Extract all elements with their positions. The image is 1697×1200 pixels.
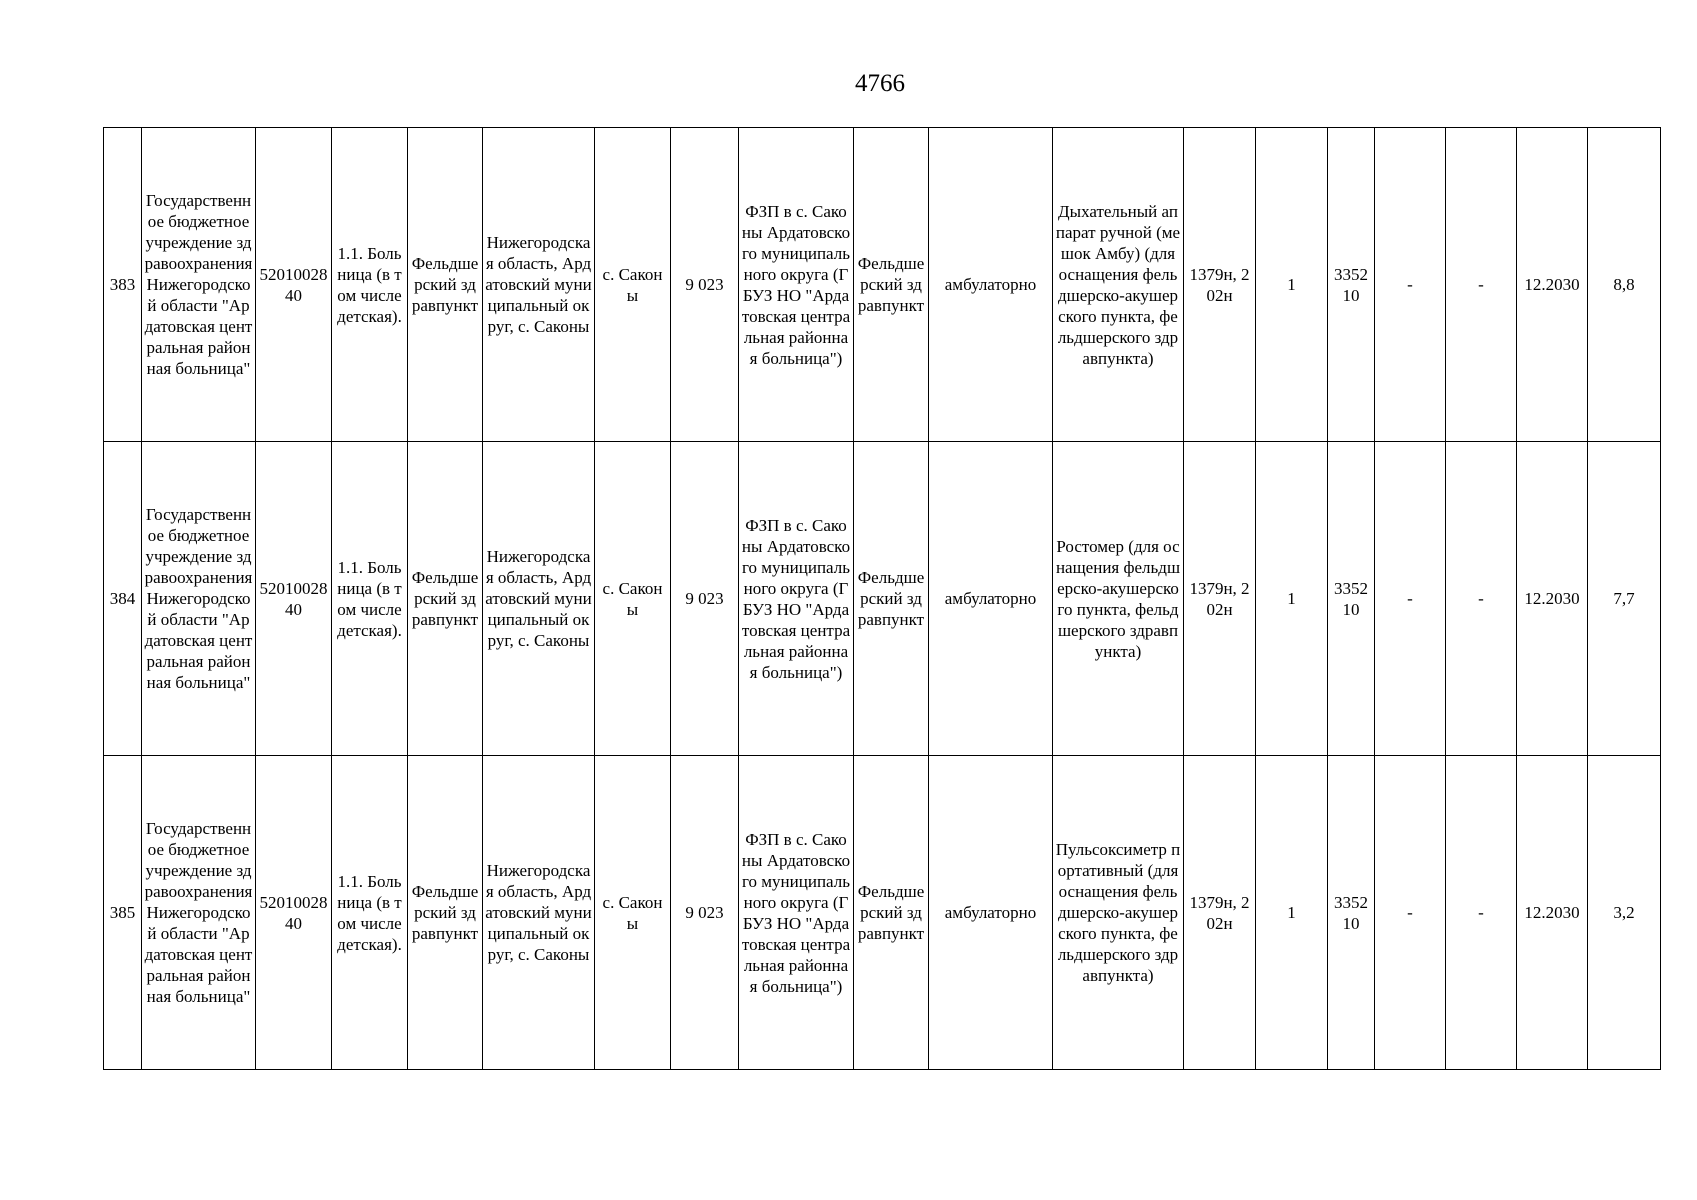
unit-type-cell: Фельдшерский здравпункт [408,442,483,756]
value-cell: 7,7 [1588,442,1661,756]
category-cell: 1.1. Больница (в том числе детская). [332,756,408,1070]
date-cell: 12.2030 [1517,128,1588,442]
unit-type-cell: Фельдшерский здравпункт [408,128,483,442]
order-cell: 1379н, 202н [1184,442,1256,756]
equipment-cell: Ростомер (для оснащения фельдшерско-акушерского пункта, фельдшерского здравпункта) [1053,442,1184,756]
order-cell: 1379н, 202н [1184,128,1256,442]
col-b-cell: - [1446,442,1517,756]
col-b-cell: - [1446,128,1517,442]
settlement-cell: с. Саконы [595,756,671,1070]
table-row [104,442,1661,756]
address-cell: Нижегородская область, Ардатовский муниципальный округ, с. Саконы [483,128,595,442]
table-row [104,756,1661,1070]
category-cell: 1.1. Больница (в том числе детская). [332,128,408,442]
facility-cell: ФЗП в с. Саконы Ардатовского муниципального округа (ГБУЗ НО "Ардатовская центральная районная больница") [739,128,854,442]
facility-cell: ФЗП в с. Саконы Ардатовского муниципального округа (ГБУЗ НО "Ардатовская центральная районная больница") [739,442,854,756]
quantity-cell: 1 [1256,128,1328,442]
address-cell: Нижегородская область, Ардатовский муниципальный округ, с. Саконы [483,756,595,1070]
quantity-cell: 1 [1256,756,1328,1070]
nkmi-cell: 335210 [1328,128,1375,442]
address-cell: Нижегородская область, Ардатовский муниципальный округ, с. Саконы [483,442,595,756]
col-a-cell: - [1375,442,1446,756]
value-cell: 3,2 [1588,756,1661,1070]
organization-cell: Государственное бюджетное учреждение здравоохранения Нижегородской области "Ардатовская центральная районная больница" [142,128,256,442]
code-cell: 5201002840 [256,756,332,1070]
subdivision-cell: Фельдшерский здравпункт [854,442,929,756]
unit-type-cell: Фельдшерский здравпункт [408,756,483,1070]
value-cell: 8,8 [1588,128,1661,442]
order-cell: 1379н, 202н [1184,756,1256,1070]
equipment-table [103,127,1661,1070]
date-cell: 12.2030 [1517,442,1588,756]
subdivision-cell: Фельдшерский здравпункт [854,756,929,1070]
organization-cell: Государственное бюджетное учреждение здравоохранения Нижегородской области "Ардатовская центральная районная больница" [142,756,256,1070]
col-b-cell: - [1446,756,1517,1070]
population-cell: 9 023 [671,442,739,756]
equipment-cell: Пульсоксиметр портативный (для оснащения фельдшерско-акушерского пункта, фельдшерского здравпункта) [1053,756,1184,1070]
page-number: 4766 [855,70,905,97]
care-condition-cell: амбулаторно [929,128,1053,442]
code-cell: 5201002840 [256,442,332,756]
population-cell: 9 023 [671,128,739,442]
facility-cell: ФЗП в с. Саконы Ардатовского муниципального округа (ГБУЗ НО "Ардатовская центральная районная больница") [739,756,854,1070]
equipment-cell: Дыхательный аппарат ручной (мешок Амбу) (для оснащения фельдшерско-акушерского пункта, фельдшерского здравпункта) [1053,128,1184,442]
row-number: 385 [104,756,142,1070]
care-condition-cell: амбулаторно [929,442,1053,756]
nkmi-cell: 335210 [1328,442,1375,756]
quantity-cell: 1 [1256,442,1328,756]
settlement-cell: с. Саконы [595,128,671,442]
row-number: 384 [104,442,142,756]
care-condition-cell: амбулаторно [929,756,1053,1070]
category-cell: 1.1. Больница (в том числе детская). [332,442,408,756]
organization-cell: Государственное бюджетное учреждение здравоохранения Нижегородской области "Ардатовская центральная районная больница" [142,442,256,756]
row-number: 383 [104,128,142,442]
code-cell: 5201002840 [256,128,332,442]
population-cell: 9 023 [671,756,739,1070]
table-row [104,128,1661,442]
nkmi-cell: 335210 [1328,756,1375,1070]
col-a-cell: - [1375,128,1446,442]
col-a-cell: - [1375,756,1446,1070]
subdivision-cell: Фельдшерский здравпункт [854,128,929,442]
date-cell: 12.2030 [1517,756,1588,1070]
settlement-cell: с. Саконы [595,442,671,756]
